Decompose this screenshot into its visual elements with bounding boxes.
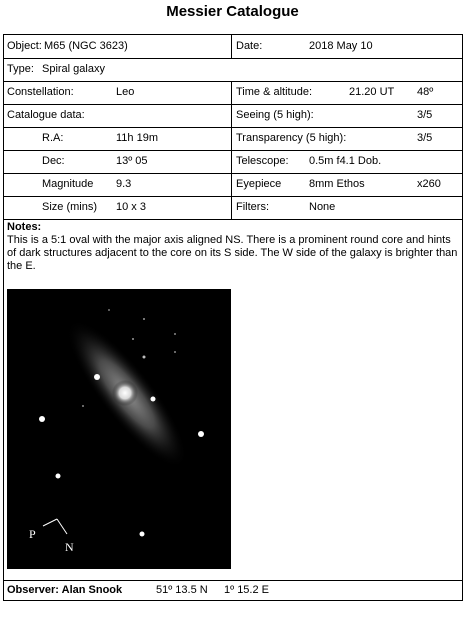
- star: [140, 532, 145, 537]
- star: [143, 318, 145, 320]
- position-angle-label: P: [29, 527, 36, 541]
- row-dec: [4, 150, 462, 174]
- magnitude-value: 9.3: [116, 178, 132, 190]
- star: [108, 309, 110, 311]
- eyepiece-label: Eyepiece: [236, 178, 282, 190]
- star: [94, 374, 100, 380]
- time-altitude-label: Time & altitude:: [236, 86, 313, 98]
- object-label: Object:: [7, 40, 42, 52]
- observer-latitude: 51º 13.5 N: [156, 584, 208, 596]
- type-value: Spiral galaxy: [42, 63, 105, 75]
- observer-footer: [4, 580, 462, 601]
- constellation-label: Constellation:: [7, 86, 74, 98]
- star: [151, 397, 156, 402]
- row-catalogue: [4, 104, 462, 128]
- object-value: M65 (NGC 3623): [44, 40, 128, 52]
- row-object: [4, 35, 462, 59]
- telescope-value: 0.5m f4.1 Dob.: [309, 155, 382, 167]
- eyepiece-value: 8mm Ethos: [309, 178, 365, 190]
- star: [82, 405, 84, 407]
- seeing-value: 3/5: [417, 109, 433, 121]
- constellation-value: Leo: [116, 86, 135, 98]
- star: [174, 333, 176, 335]
- galaxy-sketch: [7, 289, 231, 569]
- page-title: Messier Catalogue: [166, 3, 299, 20]
- column-divider: [231, 81, 232, 219]
- north-label: N: [65, 540, 74, 554]
- row-type: [4, 58, 462, 82]
- magnitude-label: Magnitude: [42, 178, 94, 190]
- notes-section: [4, 219, 462, 287]
- row-size: [4, 196, 462, 220]
- date-value: 2018 May 10: [309, 40, 373, 52]
- notes-heading: Notes:: [7, 221, 42, 233]
- observer-name: Observer: Alan Snook: [7, 584, 123, 596]
- star: [56, 474, 61, 479]
- ra-label: R.A:: [42, 132, 64, 144]
- row-magnitude: [4, 173, 462, 197]
- column-divider: [231, 35, 232, 58]
- row-constellation: [4, 81, 462, 105]
- star: [143, 356, 146, 359]
- dec-value: 13º 05: [116, 155, 148, 167]
- ra-value: 11h 19m: [116, 132, 158, 144]
- galaxy-core: [112, 380, 138, 406]
- star: [198, 431, 204, 437]
- dec-label: Dec:: [42, 155, 65, 167]
- size-value: 10 x 3: [116, 201, 146, 213]
- orientation-indicator: [43, 519, 67, 534]
- observer-longitude: 1º 15.2 E: [224, 584, 269, 596]
- transparency-value: 3/5: [417, 132, 433, 144]
- notes-text: This is a 5:1 oval with the major axis aligned NS. There is a prominent round core and hints of dark structures adjacent to the core on its S side. The W side of the galaxy is brighter than the E.: [7, 234, 458, 272]
- seeing-label: Seeing (5 high):: [236, 109, 314, 121]
- type-label: Type:: [7, 63, 34, 75]
- star: [174, 351, 176, 353]
- observation-form: [3, 34, 463, 601]
- time-value: 21.20 UT: [349, 86, 395, 98]
- catalogue-label: Catalogue data:: [7, 109, 85, 121]
- size-label: Size (mins): [42, 201, 98, 213]
- filters-label: Filters:: [236, 201, 269, 213]
- star: [132, 338, 134, 340]
- transparency-label: Transparency (5 high):: [236, 132, 347, 144]
- star: [39, 416, 45, 422]
- galaxy-sketch-image: [7, 289, 231, 569]
- telescope-label: Telescope:: [236, 155, 289, 167]
- row-ra: [4, 127, 462, 151]
- eyepiece-magnification: x260: [417, 178, 441, 190]
- filters-value: None: [309, 201, 336, 213]
- date-label: Date:: [236, 40, 263, 52]
- altitude-value: 48º: [417, 86, 434, 98]
